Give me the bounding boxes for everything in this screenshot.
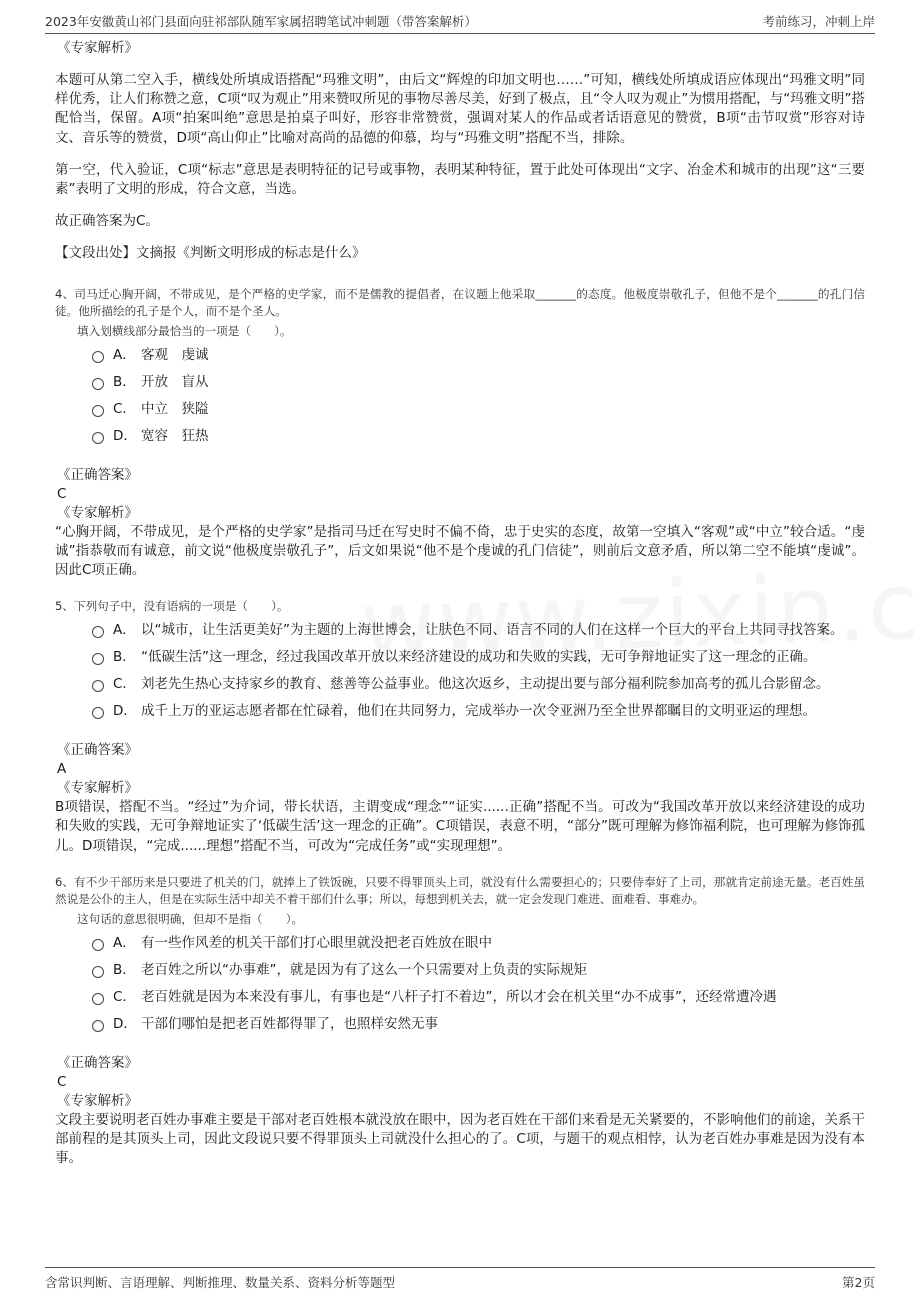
page-content bbox=[55, 38, 865, 1168]
q4-option-d[interactable]: D． 宽容 狂热 bbox=[55, 426, 865, 446]
q6-option-c[interactable]: C． 老百姓就是因为本来没有事儿，有事也是“八杆子打不着边”，所以才会在机关里“办不成事”，还经常遭冷遇 bbox=[55, 987, 865, 1007]
q6-answer-label: 《正确答案》 bbox=[57, 1054, 138, 1071]
q5-option-b[interactable]: B． “低碳生活”这一理念，经过我国改革开放以来经济建设的成功和失败的实践，无可争辩地证实了这一理念的正确。 bbox=[55, 647, 865, 667]
q6-analysis-label: 《专家解析》 bbox=[57, 1092, 138, 1109]
q3-conclusion: 故正确答案为C。 bbox=[55, 213, 159, 230]
page-header bbox=[45, 8, 875, 34]
page-footer bbox=[45, 1267, 875, 1297]
q5-answer-label: 《正确答案》 bbox=[57, 742, 138, 759]
q5-answer: A bbox=[57, 761, 67, 778]
q6-option-d[interactable]: D． 干部们哪怕是把老百姓都得罪了，也照样安然无事 bbox=[55, 1014, 865, 1034]
q5-analysis: B项错误，搭配不当。“经过”为介词，带长状语，主谓变成“理念”“证实......正确”搭配不当。可改为“我国改革开放以来经济建设的成功和失败的实践，无可争辩地证实了‘低碳生活’这一理念的正确”。C项错误，表意不明，“部分”既可理解为修饰福利院，也可理解为修饰孤儿。D项错误，“完成......理想”搭配不当，可改为“完成任务”或“实现理想”。 bbox=[55, 799, 865, 854]
q6-answer: C bbox=[57, 1073, 67, 1090]
q4-analysis-label: 《专家解析》 bbox=[57, 504, 138, 521]
footer-topics: 含常识判断、言语理解、判断推理、数量关系、资料分析等题型 bbox=[45, 1275, 396, 1290]
q6-option-a[interactable]: A． 有一些作风差的机关干部们打心眼里就没把老百姓放在眼中 bbox=[55, 933, 865, 953]
q5-option-c[interactable]: C． 刘老先生热心支持家乡的教育、慈善等公益事业。他这次返乡，主动提出要与部分福利院参加高考的孤儿合影留念。 bbox=[55, 674, 865, 694]
q3-analysis-p2: 第一空，代入验证，C项“标志”意思是表明特征的记号或事物，表明某种特征，置于此处可体现出“文字、冶金术和城市的出现”这“三要素”表明了文明的形成，符合文意，当选。 bbox=[55, 161, 865, 198]
radio-icon[interactable] bbox=[92, 351, 104, 363]
q4-options bbox=[55, 345, 865, 446]
radio-icon[interactable] bbox=[92, 707, 104, 719]
q5-stem: 5、下列句子中，没有语病的一项是（ ）。 bbox=[55, 599, 289, 614]
q6-options bbox=[55, 933, 865, 1034]
radio-icon[interactable] bbox=[92, 378, 104, 390]
q4-option-b[interactable]: B． 开放 盲从 bbox=[55, 372, 865, 392]
radio-icon[interactable] bbox=[92, 405, 104, 417]
q4-answer-label: 《正确答案》 bbox=[57, 466, 138, 483]
page-number: 第2页 bbox=[842, 1275, 875, 1290]
q5-option-d[interactable]: D． 成千上万的亚运志愿者都在忙碌着，他们在共同努力，完成举办一次令亚洲乃至全世界都瞩目的文明亚运的理想。 bbox=[55, 701, 865, 721]
radio-icon[interactable] bbox=[92, 939, 104, 951]
q6-analysis: 文段主要说明老百姓办事难主要是干部对老百姓根本就没放在眼中，因为老百姓在干部们来看是无关紧要的，不影响他们的前途，关系干部前程的是其顶头上司，因此文段说只要不得罪顶头上司就没什么担心的了。C项，与题干的观点相悖，认为老百姓办事难是因为没有本事。 bbox=[55, 1111, 865, 1167]
q4-option-c[interactable]: C． 中立 狭隘 bbox=[55, 399, 865, 419]
q6-instruction: 这句话的意思很明确，但却不是指（ ）。 bbox=[77, 911, 304, 926]
radio-icon[interactable] bbox=[92, 1020, 104, 1032]
radio-icon[interactable] bbox=[92, 680, 104, 692]
q4-instruction: 填入划横线部分最恰当的一项是（ ）。 bbox=[77, 323, 292, 338]
q6-stem: 6、有不少干部历来是只要进了机关的门，就捧上了铁饭碗，只要不得罪顶头上司，就没有什么需要担心的；只要侍奉好了上司，那就肯定前途无量。老百姓虽然说是公仆的主人，但是在实际生活中却关不着干部们什么事；所以，每想到机关去，就一定会发现门难进、面难看、事难办。 bbox=[55, 874, 865, 906]
q3-source: 【文段出处】文摘报《判断文明形成的标志是什么》 bbox=[55, 245, 366, 262]
q5-options bbox=[55, 620, 865, 721]
q3-analysis-p1: 本题可从第二空入手，横线处所填成语搭配“玛雅文明”，由后文“辉煌的印加文明也……”可知，横线处所填成语应体现出“玛雅文明”同样优秀，让人们称赞之意，C项“叹为观止”用来赞叹所见的事物尽善尽美，好到了极点，且“令人叹为观止”为惯用搭配，与“玛雅文明”搭配恰当，保留。A项“拍案叫绝”意思是拍桌子叫好，形容非常赞赏，强调对某人的作品或者话语意见的赞赏，B项“击节叹赏”形容对诗文、音乐等的赞赏，D项“高山仰止”比喻对高尚的品德的仰慕，均与“玛雅文明”搭配不当，排除。 bbox=[55, 72, 865, 146]
q4-answer: C bbox=[57, 485, 67, 502]
q6-option-b[interactable]: B． 老百姓之所以“办事难”，就是因为有了这么一个只需要对上负责的实际规矩 bbox=[55, 960, 865, 980]
radio-icon[interactable] bbox=[92, 966, 104, 978]
document-title: 2023年安徽黄山祁门县面向驻祁部队随军家属招聘笔试冲刺题（带答案解析） bbox=[45, 14, 477, 29]
q4-stem: 4、司马迁心胸开阔，不带成见，是个严格的史学家，而不是儒教的提倡者，在议题上他采取_______的态度。他极度崇敬孔子，但他不是个_______的孔门信徒。他所描绘的孔子是个人，而不是个圣人。 bbox=[55, 286, 865, 318]
radio-icon[interactable] bbox=[92, 653, 104, 665]
q5-analysis-label: 《专家解析》 bbox=[57, 780, 138, 797]
header-slogan: 考前练习，冲刺上岸 bbox=[762, 14, 875, 29]
q5-option-a[interactable]: A． 以“城市，让生活更美好”为主题的上海世博会，让肤色不同、语言不同的人们在这样一个巨大的平台上共同寻找答案。 bbox=[55, 620, 865, 640]
radio-icon[interactable] bbox=[92, 993, 104, 1005]
radio-icon[interactable] bbox=[92, 432, 104, 444]
q3-analysis-label: 《专家解析》 bbox=[57, 40, 138, 56]
radio-icon[interactable] bbox=[92, 626, 104, 638]
q4-analysis: “心胸开阔，不带成见，是个严格的史学家”是指司马迁在写史时不偏不倚，忠于史实的态度，故第一空填入“客观”或“中立”较合适。“虔诚”指恭敬而有诚意，前文说“他极度崇敬孔子”，后文如果说“他不是个虔诚的孔门信徒”，则前后文意矛盾，所以第二空不能填“虔诚”。因此C项正确。 bbox=[55, 523, 865, 579]
q4-option-a[interactable]: A． 客观 虔诚 bbox=[55, 345, 865, 365]
